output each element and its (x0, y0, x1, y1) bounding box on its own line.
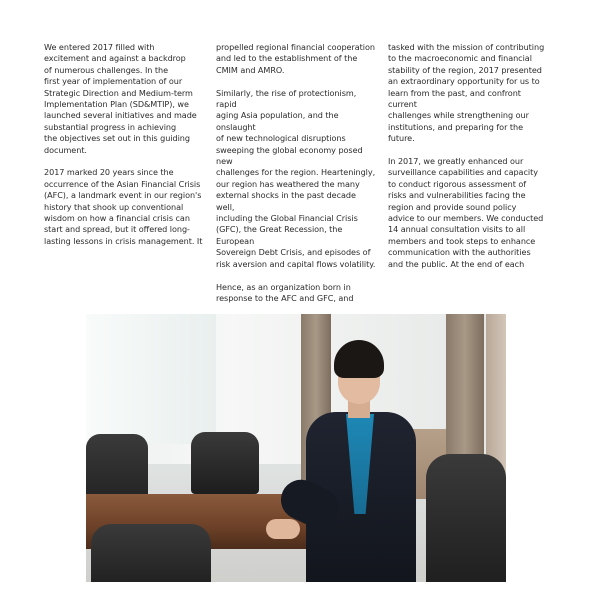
paragraph: 2017 marked 20 years since the occurrence of the Asian Financial Crisis (AFC), a landmark event in our region's history that shook up conventional wisdom on how a financial crisis can start and spread, but it offered long- lasting lessons in crisis management. It (44, 167, 203, 246)
paragraph: Hence, as an organization born in response to the AFC and GFC, and (216, 281, 354, 303)
text-column-3 (388, 42, 548, 270)
photo-chair (426, 454, 506, 582)
photo-chair (191, 432, 259, 494)
person-hair (334, 340, 384, 378)
paragraph: In 2017, we greatly enhanced our surveillance capabilities and capacity to conduct rigorous assessment of risks and vulnerabilities facing the region and provide sound policy advice to our members. We conducted 14 annual consultation visits to all members and took steps to enhance communication with the authorities and the public. At the end of each (388, 156, 544, 269)
paragraph: Similarly, the rise of protectionism, rapid aging Asia population, and the onslaught of new technological disruptions sweeping the global economy posed new challenges for the region. Hearteningly, our region has weathered the many external shocks in the past decade well, including the Global Financial Crisis (GFC), the Great Recession, the European Sovereign Debt Crisis, and episodes of risk aversion and capital flows volatility. (216, 87, 376, 269)
photo-person (276, 334, 436, 582)
text-column-1 (44, 42, 204, 247)
paragraph: We entered 2017 filled with excitement and against a backdrop of numerous challenges. In the first year of implementation of our Strategic Direction and Medium-term Implementation Plan (SD&MTIP), we launched several initiatives and made substantial progress in achieving the objectives set out in this guiding document. (44, 42, 197, 155)
photo-chair (91, 524, 211, 582)
photo-window (86, 314, 216, 444)
paragraph: propelled regional financial cooperation and led to the establishment of the CMIM and AMRO. (216, 42, 375, 75)
text-column-2 (216, 42, 376, 304)
paragraph: tasked with the mission of contributing to the macroeconomic and financial stability of the region, 2017 presented an extraordinary opportunity for us to learn from the past, and confront current challenges while strengthening our institutions, and preparing for the future. (388, 42, 545, 144)
portrait-photo (86, 314, 506, 582)
person-hand (266, 519, 300, 539)
